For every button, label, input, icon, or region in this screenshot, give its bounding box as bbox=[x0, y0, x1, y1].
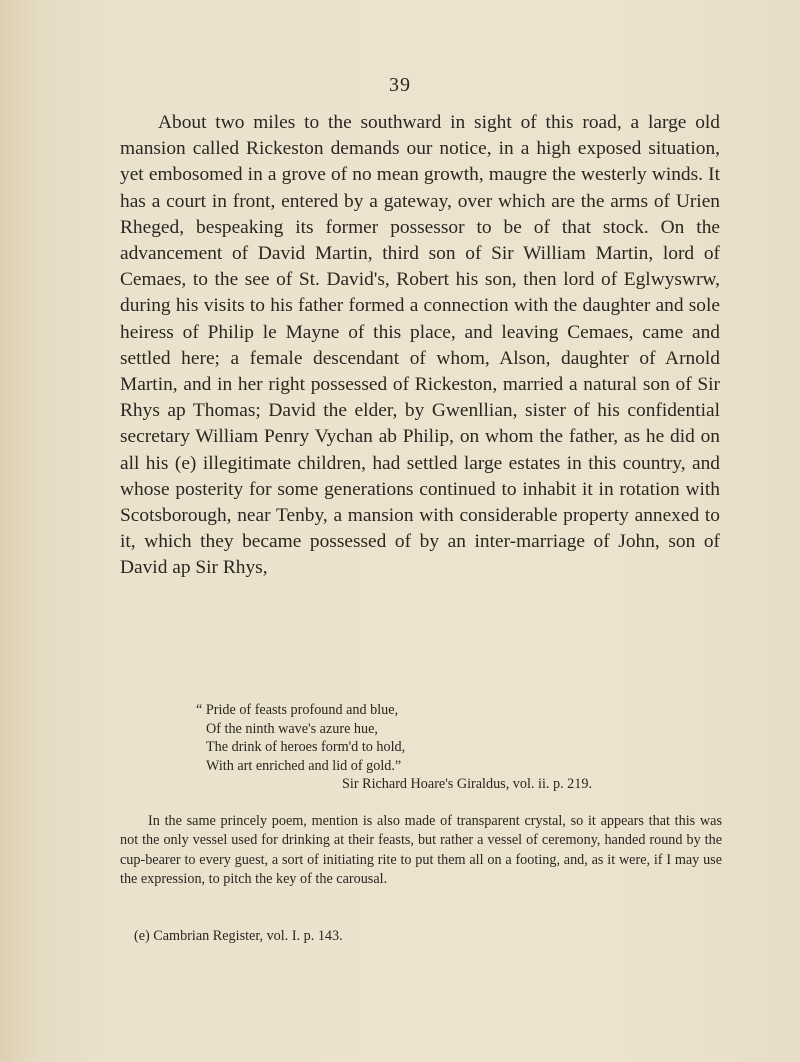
footnote-reference: (e) Cambrian Register, vol. I. p. 143. bbox=[134, 928, 343, 944]
poem-line-3: The drink of heroes form'd to hold, bbox=[206, 739, 406, 756]
poem-attribution: Sir Richard Hoare's Giraldus, vol. ii. p. 219. bbox=[342, 776, 593, 792]
poem-line-1: “ Pride of feasts profound and blue, bbox=[196, 702, 399, 718]
page-number: 39 bbox=[389, 74, 411, 96]
poem-quotation bbox=[196, 701, 736, 775]
main-paragraph bbox=[120, 110, 720, 582]
footnote-paragraph bbox=[120, 812, 722, 890]
poem-line-4: With art enriched and lid of gold.” bbox=[206, 757, 402, 774]
poem-line-2: Of the ninth wave's azure hue, bbox=[206, 720, 378, 737]
footnote-text: In the same princely poem, mention is also made of transparent crystal, so it appears that this was not the only vessel used for drinking at their feasts, but rather a vessel of ceremony, handed round by the cup-bearer to every guest, a sort of initiating rite to put them all on a footing, and, as it were, if I may use the expression, to pitch the key of the carousal. bbox=[120, 813, 722, 888]
main-paragraph-text: About two miles to the southward in sight of this road, a large old mansion called Rickeston demands our notice, in a high exposed situation, yet embosomed in a grove of no mean growth, maugre the westerly winds. It has a court in front, entered by a gateway, over which are the arms of Urien Rheged, bespeaking its former possessor to be of that stock. On the advancement of David Martin, third son of Sir William Martin, lord of Cemaes, to the see of St. David's, Robert his son, then lord of Eglwyswrw, during his visits to his father formed a connection with the daughter and sole heiress of Philip le Mayne of this place, and leaving Cemaes, came and settled here; a female descendant of whom, Alson, daughter of Arnold Martin, and in her right possessed of Rickeston, married a natural son of Sir Rhys ap Thomas; David the elder, by Gwenllian, sister of his confidential secretary William Penry Vychan ab Philip, on whom the father, as he did on all his (e) illegitimate children, had settled large estates in this country, and whose posterity for some generations continued to inhabit it in rotation with Scotsborough, near Tenby, a mansion with considerable property annexed to it, which they became possessed of by an inter-marriage of John, son of David ap Sir Rhys, bbox=[120, 112, 720, 579]
